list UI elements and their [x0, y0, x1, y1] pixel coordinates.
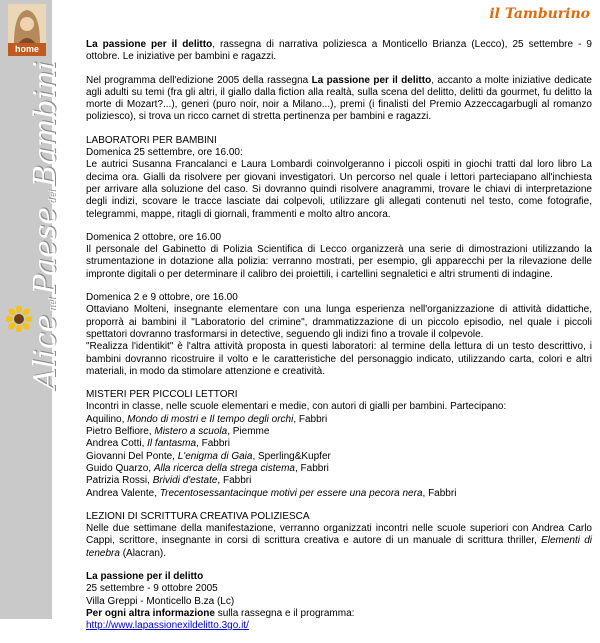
tamburino-logo[interactable]: il Tamburino: [489, 6, 590, 22]
site-brand: AlicenelPaesedeiBambini: [28, 60, 63, 390]
program-paragraph: Nel programma dell'edizione 2005 della rassegna La passione per il delitto, accanto a molte iniziative dedicate agli adulti su temi (fra gli altri, il giallo dalla fiction alla realtà, sulla scena del delitto, delitti da gourmet, fu delitto la morte di Mozart?...), generi (puro noir, noir a Milano...), premi (i finalisti del Premio Azzeccagarbugli al romanzo poliziesco), si trova un ricco carnet di stretta pertinenza per bambini e ragazzi.: [86, 74, 592, 123]
section-heading: LEZIONI DI SCRITTURA CREATIVA POLIZIESCA: [86, 510, 310, 522]
event-text: Ottaviano Molteni, insegnante elementare con una lunga esperienza nell'organizzazione di attività didattiche, proporrà ai bambini il "Laboratorio del crimine", drammatizzazione di un piccolo episodio, nel quale i piccoli spettatori dovranno trasformarsi in detective, seguendo gli indizi fino a trovale il colpevole.: [86, 304, 592, 340]
author-item: Giovanni Del Ponte, L'enigma di Gaia, Sperling&Kupfer: [86, 450, 331, 462]
author-item: Patrizia Rossi, Brividi d'estate, Fabbri: [86, 475, 252, 487]
author-item: Aquilino, Mondo di mostri e Il tempo degli orchi, Fabbri: [86, 413, 328, 425]
labs-event-3: [86, 292, 592, 378]
author-item: Pietro Belfiore, Mistero a scuola, Piemme: [86, 426, 270, 438]
footer-dates: 25 settembre - 9 ottobre 2005: [86, 583, 218, 595]
footer-info: [86, 571, 592, 632]
festival-link[interactable]: http://www.lapassionexildelitto.3go.it/: [86, 620, 249, 632]
article: [86, 39, 592, 643]
event-date: Domenica 25 settembre, ore 16.00:: [86, 147, 243, 159]
author-item: Guido Quarzo, Alla ricerca della strega cistema, Fabbri: [86, 462, 329, 474]
labs-section: [86, 135, 592, 221]
event-date: Domenica 2 ottobre, ore 16.00: [86, 231, 222, 243]
labs-event-2: [86, 232, 592, 281]
sidebar: [0, 0, 63, 619]
footer-info-line: Per ogni altra informazione sulla rassegna e il programma:: [86, 607, 355, 619]
home-label: home: [8, 43, 46, 56]
event-text-2: "Realizza l'identikit" è l'altra attività proposta in questi laboratori: al termine della lettura di un testo descrittivo, i bambini dovranno ricostruire il volto e le caratteristiche del personaggio indicato, utilizzando carta, colori e altri materiali, in modo da stimolare attenzione e creatività.: [86, 341, 592, 377]
author-item: Andrea Cotti, Il fantasma, Fabbri: [86, 438, 230, 450]
event-date: Domenica 2 e 9 ottobre, ore 16.00: [86, 292, 238, 304]
section-intro: Incontri in classe, nelle scuole elementari e medie, con autori di gialli per bambini. Partecipano:: [86, 401, 507, 413]
section-heading: MISTERI PER PICCOLI LETTORI: [86, 389, 238, 401]
writing-text: Nelle due settimane della manifestazione, verranno organizzati incontri nelle scuole superiori con Andrea Carlo Cappi, scrittore, insegnante in corsi di scrittura creativa e autore di un manuale di scrittura thriller, Elementi di tenebra (Alacran).: [86, 523, 592, 559]
writing-section: [86, 511, 592, 560]
event-text: Le autrici Susanna Francalanci e Laura Lombardi coinvolgeranno i piccoli ospiti in giochi tratti dal loro libro La decima ora. Gialli da risolvere per giovani investigatori. Un percorso nel quale i lettori parteciapano all'inchiesta per arrivare alla soluzione del caso. Si dovranno quindi risolvere anagrammi, trovare le chiavi di interpretazione degli indizi, scovare le tracce lasciate dai colpevoli, utilizzare gli allegati contenuti nel testo, come fotografie, telegrammi, mappe, ritagli di giornali, frammenti e molto altro ancora.: [86, 159, 592, 220]
mysteries-section: [86, 389, 592, 500]
section-heading: LABORATORI PER BAMBINI: [86, 134, 217, 146]
footer-venue: Villa Greppi - Monticello B.za (Lc): [86, 595, 235, 607]
intro-paragraph: La passione per il delitto, rassegna di narrativa poliziesca a Monticello Brianza (Lecco), 25 settembre - 9 ottobre. Le iniziative per bambini e ragazzi.: [86, 39, 592, 63]
event-text: Il personale del Gabinetto di Polizia Scientifica di Lecco organizzerà una serie di dimostrazioni utilizzando la strumentazione in dotazione alla polizia: verranno mostrati, per esempio, gli apparecchi per la rilevazione delle impronte digitali o per determinare il calibro dei proiettili, i cartellini segnaletici e altri strumenti di indagine.: [86, 244, 592, 280]
home-button[interactable]: [8, 4, 46, 56]
author-item: Andrea Valente, Trecentosessantacinque motivi per essere una pecora nera, Fabbri: [86, 487, 457, 499]
footer-title: La passione per il delitto: [86, 570, 204, 582]
